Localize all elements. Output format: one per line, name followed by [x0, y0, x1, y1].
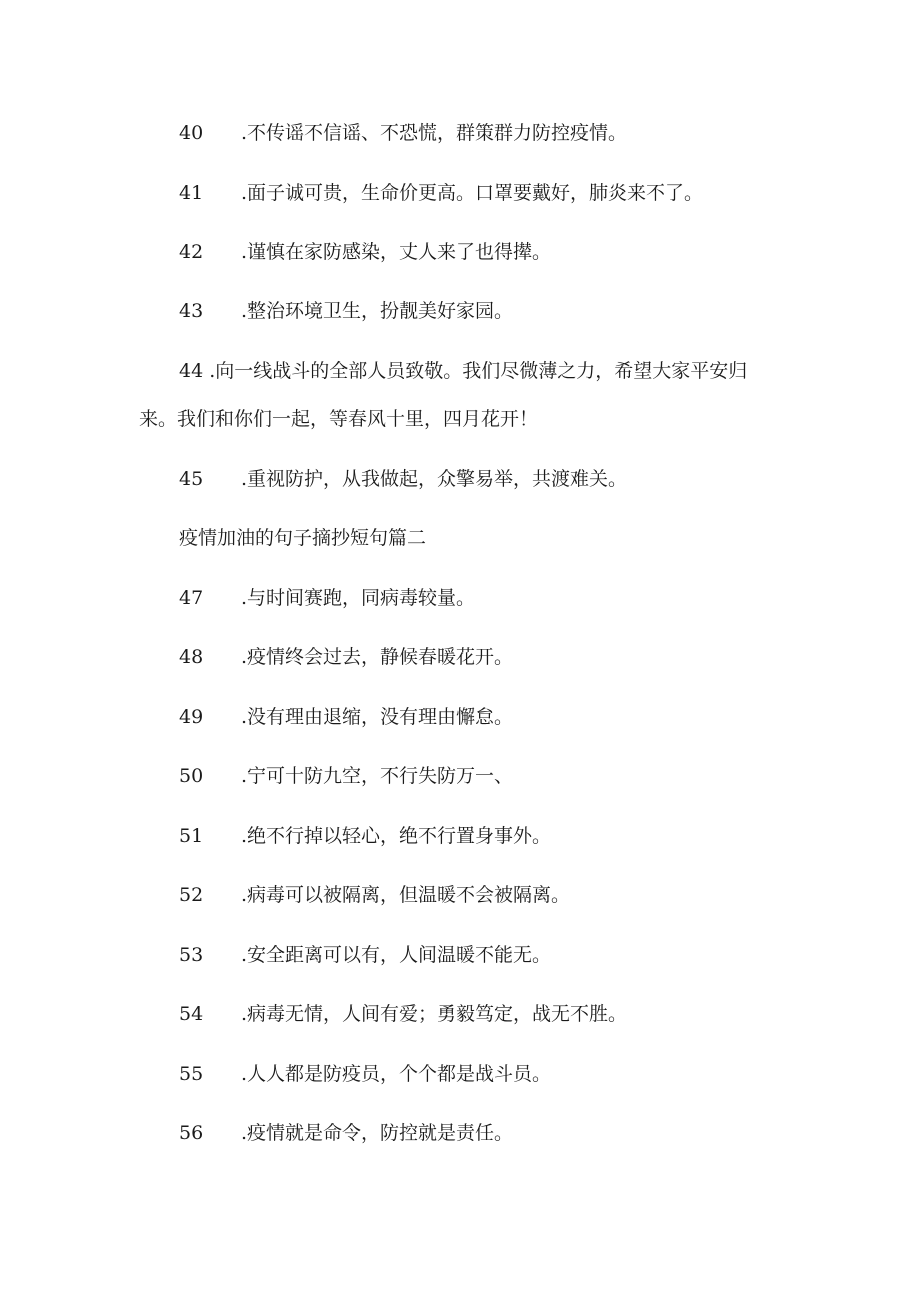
- section-heading: 疫情加油的句子摘抄短句篇二: [179, 527, 427, 549]
- item-number: 52: [179, 884, 204, 906]
- item-text: .绝不行掉以轻心，绝不行置身事外。: [241, 825, 552, 847]
- item-number: 51: [179, 825, 204, 847]
- item-number: 55: [179, 1063, 204, 1085]
- item-text: .安全距离可以有，人间温暖不能无。: [241, 944, 552, 966]
- item-text: .重视防护，从我做起，众擎易举，共渡难关。: [241, 468, 628, 490]
- item-text: .整治环境卫生，扮靓美好家园。: [241, 300, 514, 322]
- item-number: 40: [179, 122, 204, 144]
- item-text: .面子诚可贵，生命价更高。口罩要戴好，肺炎来不了。: [241, 182, 704, 204]
- item-text: .疫情就是命令，防控就是责任。: [241, 1122, 514, 1144]
- item-text: .不传谣不信谣、不恐慌，群策群力防控疫情。: [241, 122, 628, 144]
- item-text: .人人都是防疫员，个个都是战斗员。: [241, 1063, 552, 1085]
- item-number: 45: [179, 468, 204, 490]
- item-text: .宁可十防九空，不行失防万一、: [241, 765, 514, 787]
- item-number: 54: [179, 1003, 204, 1025]
- item-number: 56: [179, 1122, 204, 1144]
- item-text: .病毒无情，人间有爱；勇毅笃定，战无不胜。: [241, 1003, 628, 1025]
- item-text: .谨慎在家防感染，丈人来了也得撵。: [241, 241, 552, 263]
- item-text: 来。我们和你们一起，等春风十里，四月花开！: [139, 408, 539, 430]
- item-number: 48: [179, 646, 204, 668]
- item-text: 44 .向一线战斗的全部人员致敬。我们尽微薄之力，希望大家平安归: [179, 360, 748, 382]
- item-number: 50: [179, 765, 204, 787]
- item-text: .疫情终会过去，静候春暖花开。: [241, 646, 514, 668]
- item-number: 53: [179, 944, 204, 966]
- item-text: .没有理由退缩，没有理由懈怠。: [241, 706, 514, 728]
- item-number: 42: [179, 241, 204, 263]
- item-number: 49: [179, 706, 204, 728]
- item-text: .与时间赛跑，同病毒较量。: [241, 587, 476, 609]
- item-text: .病毒可以被隔离，但温暖不会被隔离。: [241, 884, 571, 906]
- item-number: 41: [179, 182, 204, 204]
- item-number: 43: [179, 300, 204, 322]
- item-number: 47: [179, 587, 204, 609]
